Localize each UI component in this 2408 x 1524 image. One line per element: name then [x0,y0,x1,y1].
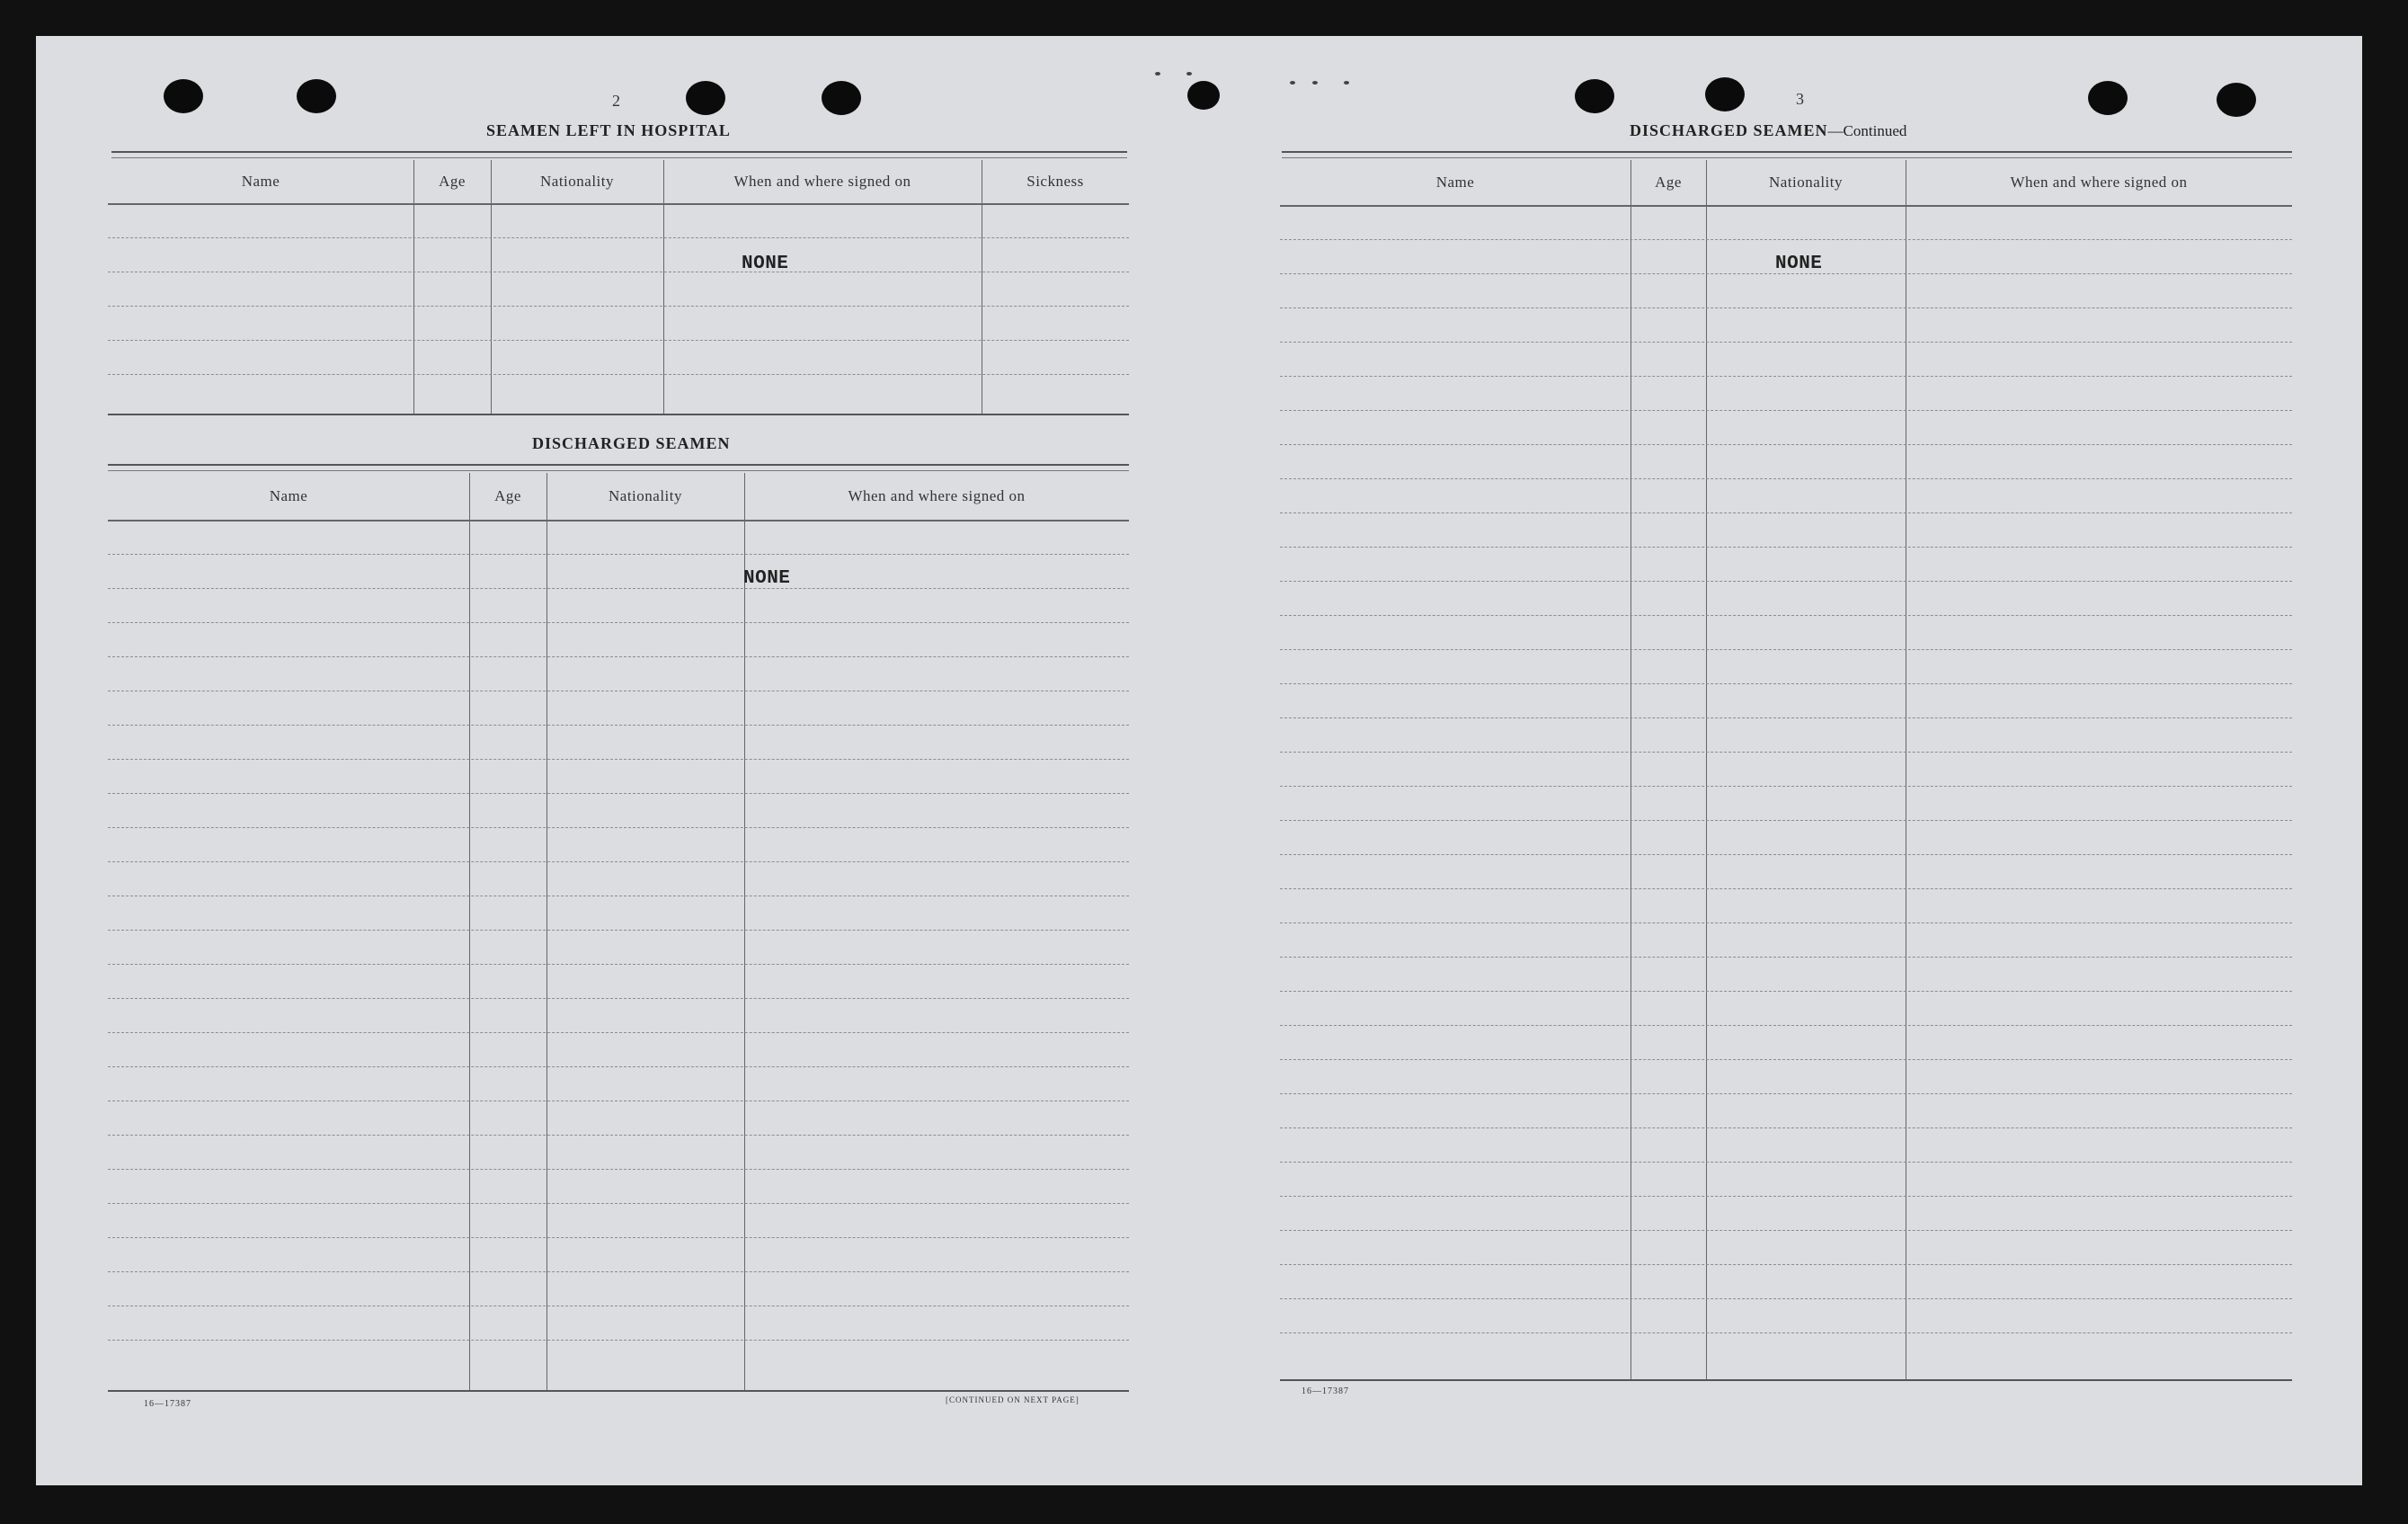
col-header-nationality: Nationality [609,487,682,504]
row-line [1280,786,2292,787]
discharged-section-title: DISCHARGED SEAMEN [532,434,731,452]
row-line [1280,888,2292,889]
discharged-continued-title-main: DISCHARGED SEAMEN [1630,121,1828,139]
punch-hole [297,79,336,113]
speck [1290,81,1295,85]
page-number-left: 2 [612,92,620,110]
row-line [1280,376,2292,377]
column-divider [491,160,492,414]
hospital-none-entry: NONE [742,254,789,274]
col-header-nationality: Nationality [1769,174,1843,191]
row-line [1280,1127,2292,1128]
row-line [108,998,1129,999]
column-divider [744,473,745,1390]
row-line [108,930,1129,931]
punch-hole [1187,81,1220,110]
punch-hole [686,81,725,115]
row-line [1280,1162,2292,1163]
punch-hole [2088,81,2128,115]
continued-note: [CONTINUED ON NEXT PAGE] [946,1395,1080,1404]
col-header-nationality: Nationality [540,173,614,190]
punch-hole [2217,83,2256,117]
row-line [1280,410,2292,411]
row-line [108,656,1129,657]
punch-hole [1575,79,1614,113]
continued-none-entry: NONE [1775,254,1823,274]
row-line [1280,615,2292,616]
row-line [1280,342,2292,343]
column-divider [469,473,470,1390]
row-line [1280,1332,2292,1333]
hospital-table-header [108,160,1129,205]
row-line [108,554,1129,555]
row-line [108,725,1129,726]
row-line [108,1066,1129,1067]
row-line [1280,547,2292,548]
row-line [1280,512,2292,513]
row-line [108,374,1129,375]
row-line [1280,478,2292,479]
col-header-name: Name [1435,174,1475,191]
column-divider [663,160,664,414]
discharged-continued-header [1280,160,2292,207]
col-header-signed-on: When and where signed on [848,487,1026,504]
row-line [108,1271,1129,1272]
speck [1155,72,1160,76]
row-line [1280,820,2292,821]
col-header-sickness: Sickness [1026,173,1084,190]
col-header-age: Age [494,487,521,504]
discharged-table-header [108,473,1129,521]
speck [1344,81,1349,85]
continued-top-rule [1282,151,2292,158]
row-line [1280,581,2292,582]
hospital-section-title: SEAMEN LEFT IN HOSPITAL [486,121,731,139]
hospital-table [108,160,1129,415]
col-header-age: Age [1655,174,1682,191]
row-line [1280,752,2292,753]
col-header-signed-on: When and where signed on [733,173,911,190]
row-line [1280,1093,2292,1094]
hospital-top-rule [111,151,1127,158]
punch-hole [1705,77,1745,111]
row-line [108,861,1129,862]
row-line [1280,307,2292,308]
col-header-signed-on: When and where signed on [2010,174,2188,191]
col-header-age: Age [439,173,466,190]
col-header-name: Name [241,173,280,190]
row-line [108,827,1129,828]
row-line [1280,1059,2292,1060]
row-line [108,306,1129,307]
speck [1312,81,1318,85]
form-number-left: 16—17387 [144,1399,191,1409]
row-line [1280,1264,2292,1265]
row-line [108,1169,1129,1170]
row-line [108,1032,1129,1033]
row-line [1280,239,2292,240]
row-line [108,1135,1129,1136]
column-divider [546,473,547,1390]
row-line [1280,1025,2292,1026]
row-line [108,1203,1129,1204]
row-line [1280,444,2292,445]
col-header-name: Name [269,487,308,504]
row-line [1280,683,2292,684]
row-line [108,588,1129,589]
form-sheet [36,36,2362,1485]
row-line [1280,1196,2292,1197]
discharged-top-rule [108,464,1129,471]
page-number-right: 3 [1796,90,1804,108]
discharged-continued-title-suffix: —Continued [1827,122,1907,139]
row-line [1280,649,2292,650]
row-line [1280,1230,2292,1231]
discharged-continued-table [1280,160,2292,1381]
row-line [108,237,1129,238]
discharged-none-entry: NONE [743,568,791,589]
row-line [1280,922,2292,923]
row-line [1280,717,2292,718]
column-divider [413,160,414,414]
speck [1186,72,1192,76]
row-line [1280,1298,2292,1299]
row-line [108,964,1129,965]
row-line [108,1237,1129,1238]
discharged-table [108,473,1129,1392]
row-line [108,622,1129,623]
punch-hole [164,79,203,113]
row-line [108,340,1129,341]
row-line [1280,991,2292,992]
row-line [108,759,1129,760]
discharged-continued-title [1630,121,1906,140]
punch-hole [822,81,861,115]
row-line [1280,957,2292,958]
row-line [1280,854,2292,855]
row-line [108,793,1129,794]
form-number-right: 16—17387 [1302,1386,1349,1396]
row-line [108,1340,1129,1341]
